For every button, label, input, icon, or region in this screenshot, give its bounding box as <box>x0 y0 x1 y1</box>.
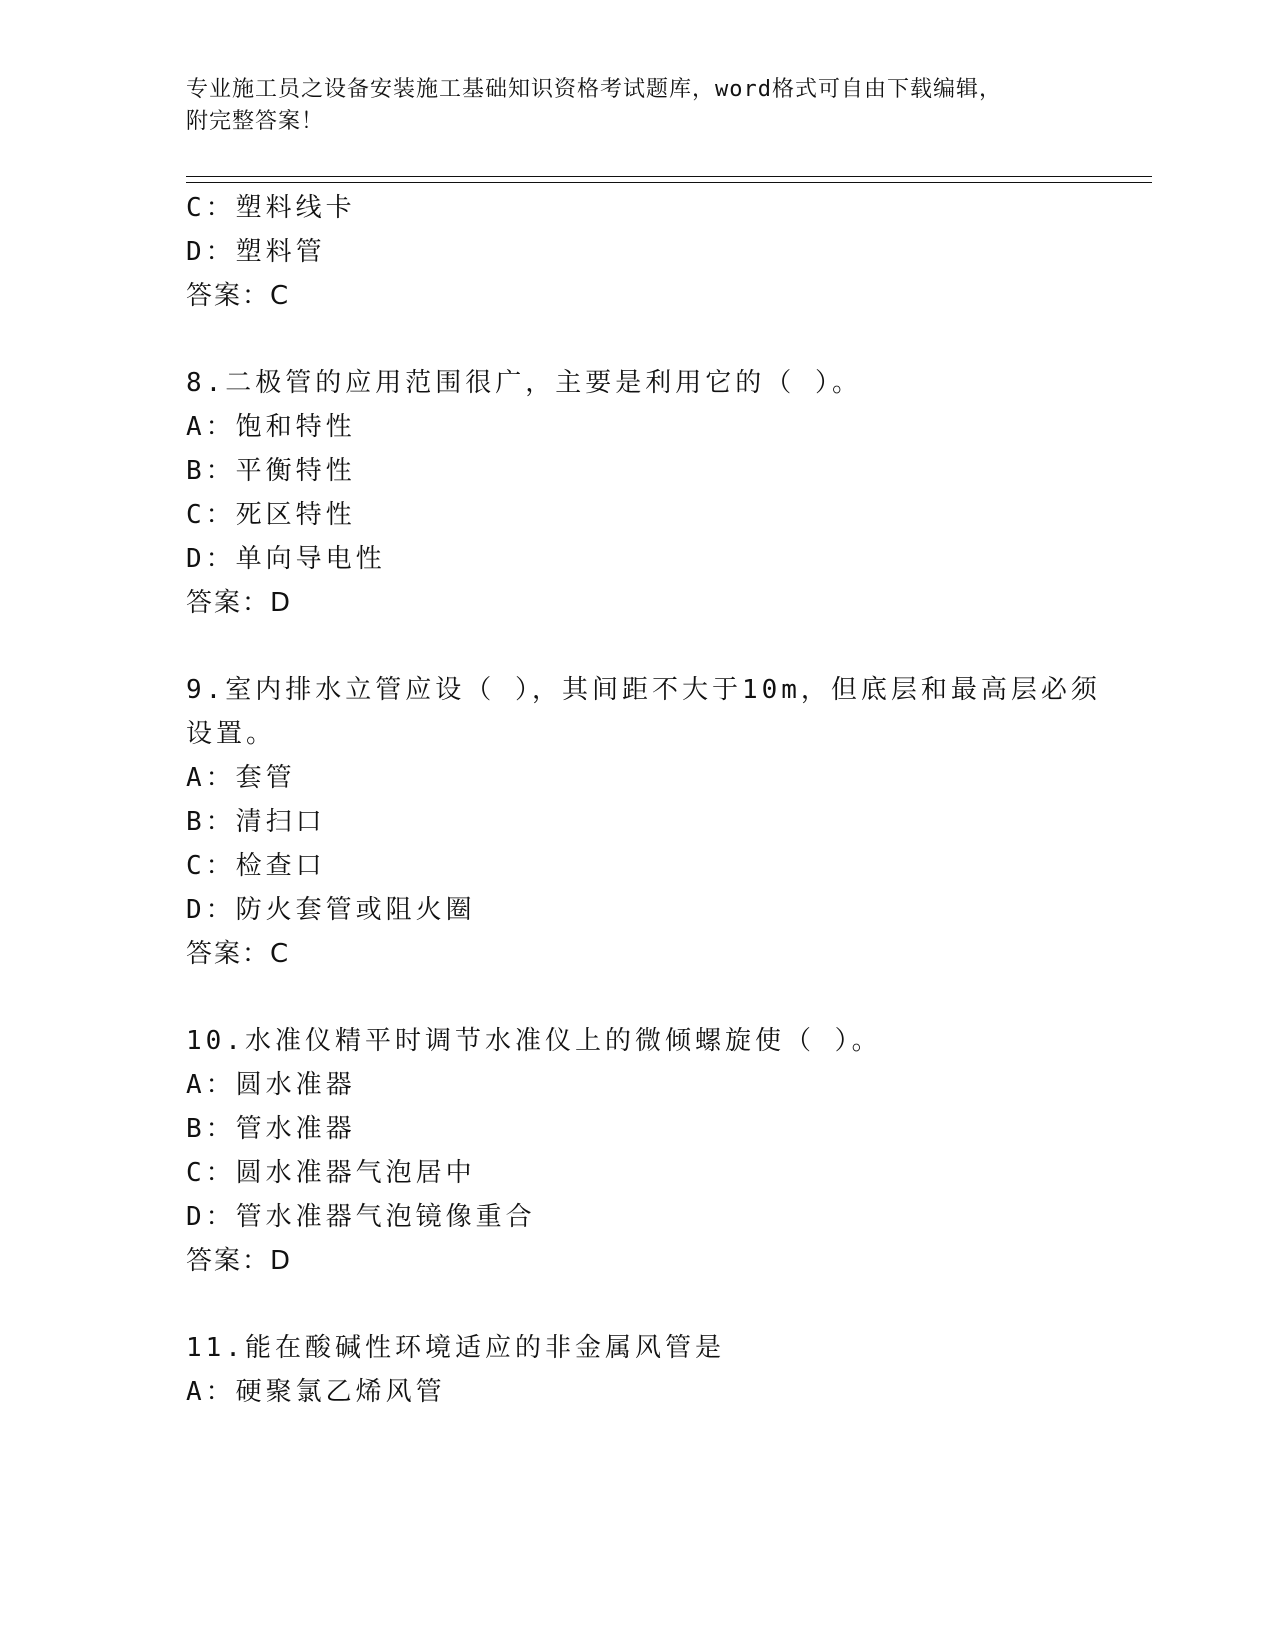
q9-answer: 答案：C <box>186 939 291 969</box>
header-rule-top <box>186 176 1152 177</box>
header-rule-bottom <box>186 182 1152 183</box>
header-line-2: 附完整答案！ <box>186 109 325 134</box>
q8-option-c: C：死区特性 <box>186 500 356 530</box>
q8-option-a: A：饱和特性 <box>186 412 356 442</box>
prev-answer: 答案：C <box>186 281 291 311</box>
header-line-1: 专业施工员之设备安装施工基础知识资格考试题库，word格式可自由下载编辑， <box>186 77 1002 102</box>
q10-option-b: B：管水准器 <box>186 1114 356 1144</box>
q8-option-d: D：单向导电性 <box>186 544 386 574</box>
prev-option-c: C：塑料线卡 <box>186 193 356 223</box>
q10-option-d: D：管水准器气泡镜像重合 <box>186 1202 536 1232</box>
prev-option-d: D：塑料管 <box>186 237 326 267</box>
q11-question: 11.能在酸碱性环境适应的非金属风管是 <box>186 1333 725 1363</box>
q9-question-line-1: 9.室内排水立管应设（ ），其间距不大于10m，但底层和最高层必须 <box>186 675 1101 705</box>
q10-answer: 答案：D <box>186 1246 293 1276</box>
q9-option-b: B：清扫口 <box>186 807 326 837</box>
q10-option-a: A：圆水准器 <box>186 1070 356 1100</box>
q10-question: 10.水准仪精平时调节水准仪上的微倾螺旋使（ ）。 <box>186 1026 882 1056</box>
q8-answer: 答案：D <box>186 588 293 618</box>
q8-option-b: B：平衡特性 <box>186 456 356 486</box>
q11-option-a: A：硬聚氯乙烯风管 <box>186 1377 446 1407</box>
document-header <box>186 74 1066 138</box>
q9-question-line-2: 设置。 <box>186 719 277 749</box>
q9-option-a: A：套管 <box>186 763 296 793</box>
q8-question: 8.二极管的应用范围很广，主要是利用它的（ ）。 <box>186 368 862 398</box>
q10-option-c: C：圆水准器气泡居中 <box>186 1158 476 1188</box>
q9-option-c: C：检查口 <box>186 851 326 881</box>
q9-option-d: D：防火套管或阻火圈 <box>186 895 476 925</box>
